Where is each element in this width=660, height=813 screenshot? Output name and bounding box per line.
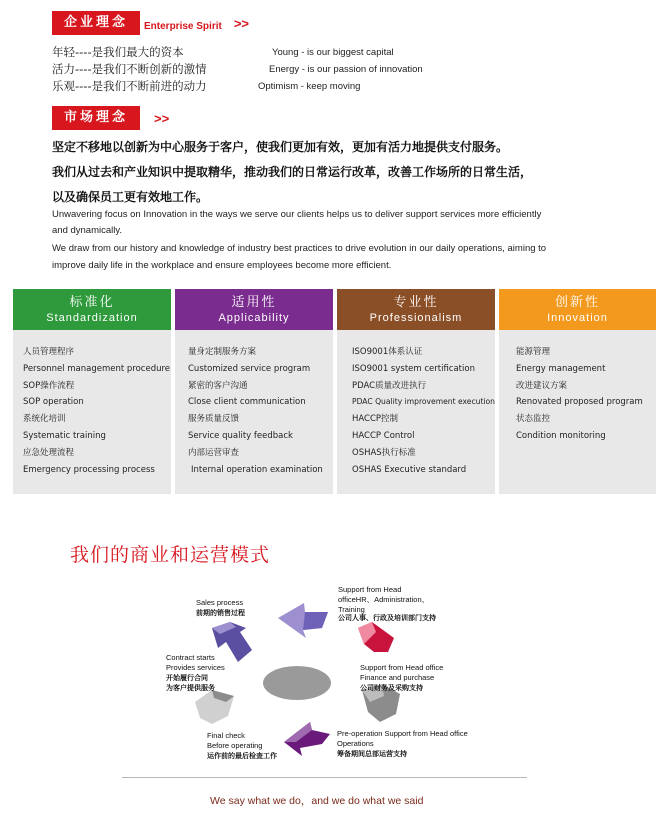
column-title-cn: 专业性 — [393, 294, 439, 310]
market-cn-line: 以及确保员工更有效地工作。 — [52, 190, 209, 204]
list-item: ISO9001体系认证 — [352, 347, 423, 357]
list-item: 状态监控 — [516, 414, 551, 425]
list-item: PDAC质量改进执行 — [352, 380, 427, 391]
spirit-row-en: Young - is our biggest capital — [272, 47, 394, 58]
list-item: ISO9001 system certification — [352, 363, 475, 374]
column-title-en: Applicability — [218, 311, 290, 324]
footer-divider — [122, 777, 527, 778]
list-item: 能源管理 — [516, 347, 551, 357]
cycle-center-ellipse — [263, 666, 331, 700]
list-item: 内部运营审查 — [188, 447, 240, 458]
list-item: Renovated proposed program — [516, 397, 643, 408]
list-item: 改进建议方案 — [516, 380, 568, 391]
chevron-right-double-icon: >> — [233, 15, 250, 31]
market-en-line: We draw from our history and knowledge of industry best practices to drive evolution in our daily operations, aiming to — [52, 243, 547, 254]
chevron-right-double-icon: >> — [154, 110, 170, 126]
model-title: 我们的商业和运营模式 — [70, 544, 271, 566]
list-item: SOP操作流程 — [23, 380, 75, 391]
list-item: 紧密的客户沟通 — [188, 380, 248, 391]
spirit-tag-en: Enterprise Spirit — [144, 20, 222, 32]
list-item: Personnel management procedure — [23, 363, 171, 374]
arrow-preop-icon — [284, 722, 330, 756]
list-item: 服务质量反馈 — [188, 414, 240, 425]
list-item: 系统化培训 — [23, 414, 66, 425]
list-item: HACCP Control — [352, 430, 415, 441]
list-item: Energy management — [516, 363, 606, 374]
step-hq-admin-label: Support from Head officeHR、Administration、 Training 公司人事、行政及培训部门支持 — [338, 585, 436, 622]
market-cn-line: 我们从过去和产业知识中提取精华，推动我们的日常运行改革，改善工作场所的日常生活， — [52, 165, 533, 179]
market-en-line: improve daily life in the workplace and ensure employees become more efficient. — [52, 260, 392, 271]
spirit-row-cn: 乐观----是我们不断前进的动力 — [52, 79, 207, 93]
step-finance-label: Support from Head office Finance and purchase 公司财务及采购支持 — [360, 663, 444, 692]
list-item: HACCP控制 — [352, 414, 399, 425]
arrow-contract-icon — [195, 690, 234, 724]
column-title-en: Standardization — [46, 311, 138, 324]
list-item: SOP operation — [23, 397, 84, 408]
step-final-label: Final check Before operating 运作前的最后检查工作 — [207, 731, 277, 760]
arrow-hq-admin-icon — [278, 603, 328, 638]
arrow-finance-icon — [358, 622, 394, 652]
market-en-line: Unwavering focus on Innovation in the ways we serve our clients helps us to deliver support services more efficiently — [52, 209, 542, 220]
spirit-row-cn: 活力----是我们不断创新的激情 — [52, 62, 207, 76]
spirit-row-en: Optimism - keep moving — [258, 81, 361, 92]
step-preop-label: Pre-operation Support from Head office Operations 筹备期间总部运营支持 — [337, 729, 468, 758]
column-title-cn: 创新性 — [554, 294, 600, 310]
list-item: Internal operation examination — [191, 464, 323, 475]
list-item: Condition monitoring — [516, 430, 606, 441]
spirit-tag-label: 企业理念 — [52, 11, 140, 35]
market-tag-label: 市场理念 — [52, 106, 140, 130]
column-title-en: Innovation — [547, 311, 608, 324]
list-item: Close client communication — [188, 397, 306, 408]
list-item: Systematic training — [23, 430, 106, 441]
market-cn-line: 坚定不移地以创新为中心服务于客户，使我们更加有效，更加有活力地提供支付服务。 — [52, 140, 509, 154]
list-item: OSHAS执行标准 — [352, 447, 416, 458]
list-item: PDAC Quality improvement execution — [352, 397, 495, 407]
list-item: OSHAS Executive standard — [352, 464, 467, 475]
list-item: 应急处理流程 — [23, 447, 75, 458]
list-item: 人员管理程序 — [23, 347, 75, 357]
column-title-cn: 适用性 — [231, 294, 277, 310]
column-title-cn: 标准化 — [69, 294, 115, 310]
step-contract-label: Contract starts Provides services 开始履行合同 为客户提供服务 — [166, 653, 225, 692]
spirit-row-cn: 年轻----是我们最大的资本 — [52, 45, 184, 59]
market-en-line: and dynamically. — [52, 225, 123, 236]
footer-slogan: We say what we do，and we do what we said — [210, 795, 424, 807]
list-item: Emergency processing process — [23, 464, 155, 475]
step-sales-label: Sales process 前期的销售过程 — [196, 598, 245, 617]
list-item: 量身定制服务方案 — [188, 347, 257, 357]
list-item: Customized service program — [188, 363, 311, 374]
list-item: Service quality feedback — [188, 430, 293, 441]
spirit-row-en: Energy - is our passion of innovation — [269, 64, 423, 75]
column-title-en: Professionalism — [369, 311, 463, 324]
